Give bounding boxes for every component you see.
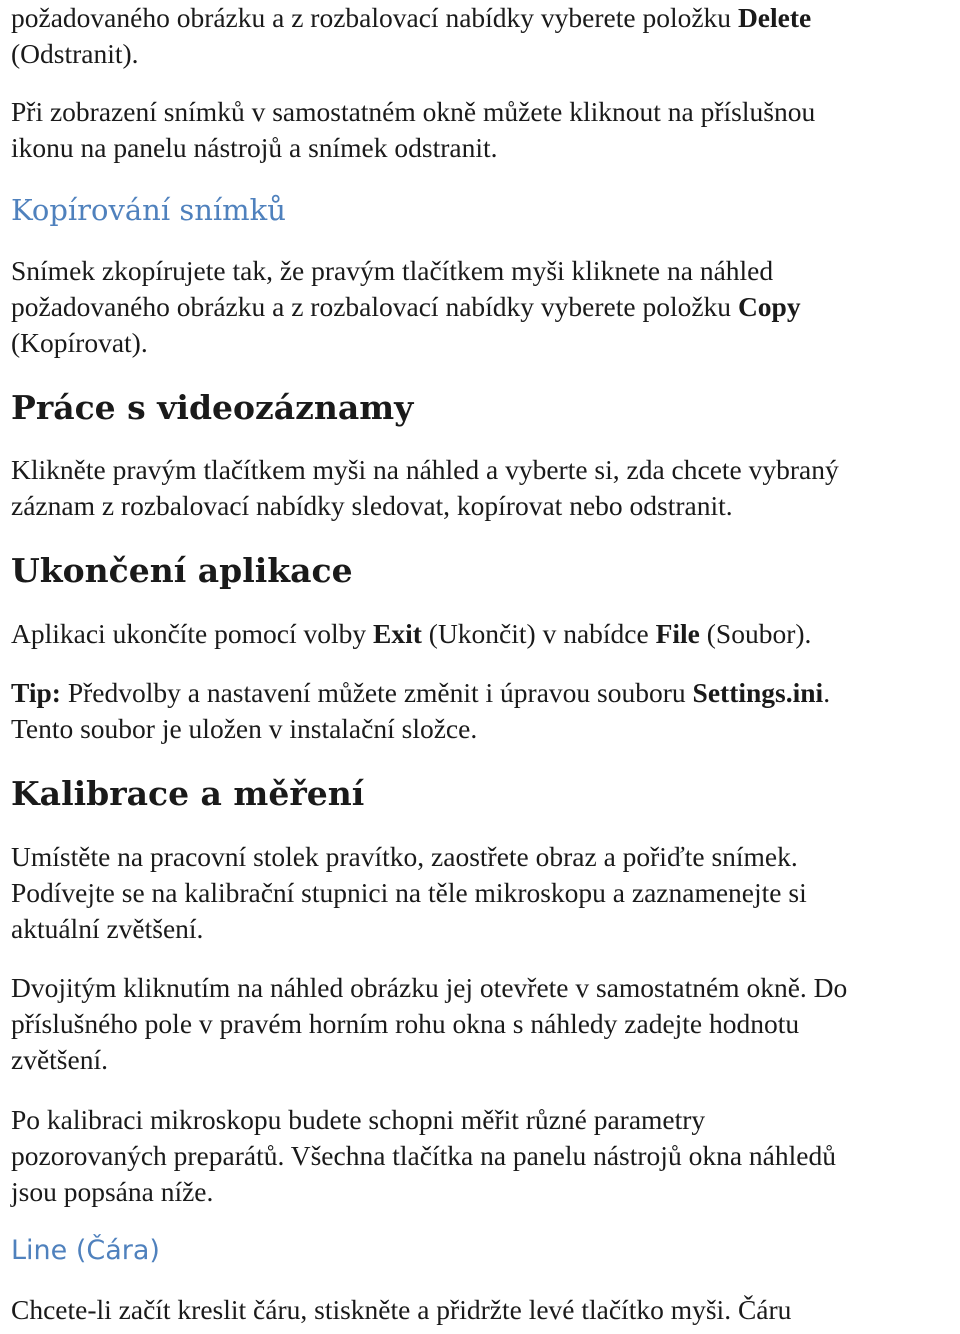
heading-calibration: Kalibrace a měření: [11, 774, 365, 813]
text-line: [11, 289, 801, 325]
heading-line: Line (Čára): [11, 1235, 160, 1266]
text-line: Chcete-li začít kreslit čáru, stiskněte a přidržte levé tlačítko myši. Čáru: [11, 1294, 792, 1325]
text-line: Dvojitým kliknutím na náhled obrázku jej otevřete v samostatném okně. Do: [11, 972, 848, 1003]
text-span: .: [823, 677, 831, 708]
text-line: (Kopírovat).: [11, 327, 148, 358]
text-line: příslušného pole v pravém horním rohu okna s náhledy zadejte hodnotu: [11, 1008, 800, 1039]
text-line: Snímek zkopírujete tak, že pravým tlačítkem myši kliknete na náhled: [11, 255, 774, 286]
text-span: (Ukončit) v nabídce: [421, 618, 656, 649]
heading-exit: Ukončení aplikace: [11, 551, 353, 590]
bold-term-delete: Delete: [737, 2, 812, 33]
paragraph-line: [11, 1292, 791, 1328]
bold-term-settings-ini: Settings.ini: [692, 677, 824, 708]
text-line: [11, 0, 811, 36]
text-span: Předvolby a nastavení můžete změnit i úpravou souboru: [60, 677, 693, 708]
paragraph-copy: [11, 253, 801, 361]
paragraph-delete-window: [11, 94, 815, 166]
text-line: Při zobrazení snímků v samostatném okně můžete kliknout na příslušnou: [11, 96, 816, 127]
tip-box: [11, 675, 830, 747]
text-line: jsou popsána níže.: [11, 1176, 214, 1207]
text-line: pozorovaných preparátů. Všechna tlačítka na panelu nástrojů okna náhledů: [11, 1140, 836, 1171]
heading-copy-images: Kopírování snímků: [11, 193, 286, 227]
text-span: požadovaného obrázku a z rozbalovací nabídky vyberete položku: [11, 291, 738, 322]
text-line: ikonu na panelu nástrojů a snímek odstranit.: [11, 132, 498, 163]
paragraph-video: [11, 452, 839, 524]
text-span: (Soubor).: [699, 618, 812, 649]
tip-label: Tip:: [11, 677, 61, 708]
text-span: Aplikaci ukončíte pomocí volby: [11, 618, 374, 649]
bold-term-file: File: [655, 618, 700, 649]
text-line: [11, 616, 811, 652]
bold-term-exit: Exit: [373, 618, 422, 649]
paragraph-double-click: [11, 970, 847, 1078]
text-line: [11, 675, 830, 711]
paragraph-measure: [11, 1102, 836, 1210]
text-line: záznam z rozbalovací nabídky sledovat, kopírovat nebo odstranit.: [11, 490, 733, 521]
paragraph-delete-end: [11, 0, 811, 72]
text-line: Po kalibraci mikroskopu budete schopni měřit různé parametry: [11, 1104, 706, 1135]
text-line: Podívejte se na kalibrační stupnici na těle mikroskopu a zaznamenejte si: [11, 877, 807, 908]
text-line: Umístěte na pracovní stolek pravítko, zaostřete obraz a pořiďte snímek.: [11, 841, 798, 872]
text-line: (Odstranit).: [11, 38, 139, 69]
text-line: Tento soubor je uložen v instalační složce.: [11, 713, 478, 744]
text-line: aktuální zvětšení.: [11, 913, 204, 944]
text-span: požadovaného obrázku a z rozbalovací nabídky vyberete položku: [11, 2, 738, 33]
paragraph-exit: [11, 616, 811, 652]
heading-video: Práce s videozáznamy: [11, 388, 414, 427]
text-line: Klikněte pravým tlačítkem myši na náhled a vyberte si, zda chcete vybraný: [11, 454, 839, 485]
text-line: zvětšení.: [11, 1044, 108, 1075]
bold-term-copy: Copy: [737, 291, 801, 322]
paragraph-calibration: [11, 839, 807, 947]
